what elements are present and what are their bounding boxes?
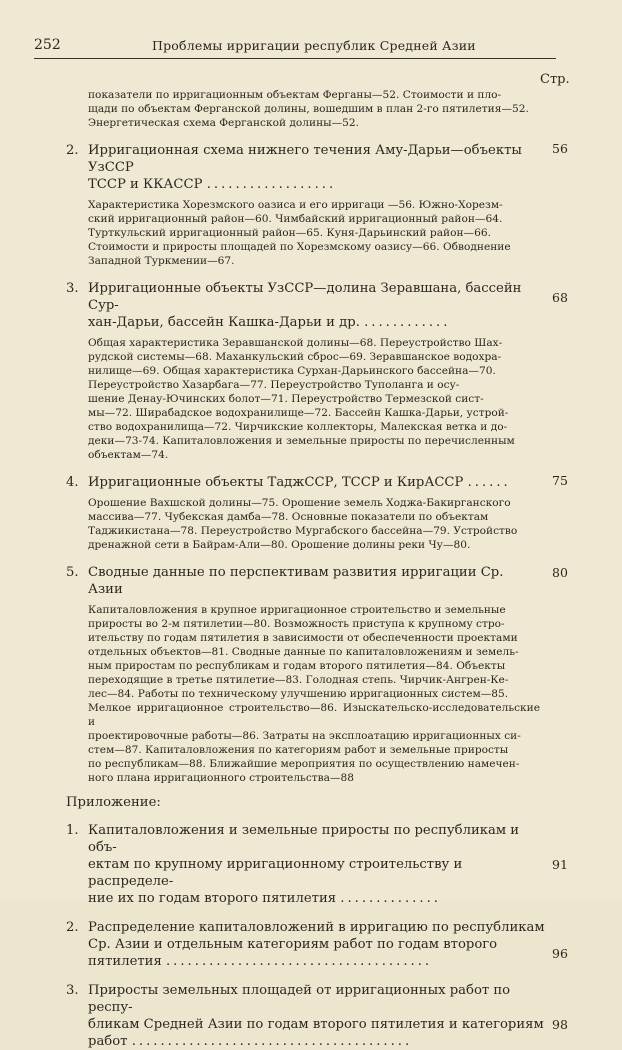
desc-line: Капиталовложения в крупное ирригационное строительство и земельные (88, 604, 506, 616)
appendix-number: 3. (66, 983, 79, 998)
section-description (88, 198, 540, 268)
desc-line: показатели по ирригационным объектам Ферганы—52. Стоимости и пло- (88, 89, 502, 101)
section-number: 5. (66, 565, 79, 580)
appendix-title-line: бликам Средней Азии по годам второго пятилетия и категориям (88, 1017, 544, 1032)
desc-line: отдельных объектов—81. Сводные данные по капиталовложениям и земель- (88, 646, 519, 658)
appendix-label: Приложение: (66, 795, 161, 810)
appendix-heading (66, 822, 568, 907)
section-page-number: 80 (552, 565, 568, 580)
desc-line: ительству по годам пятилетия в зависимости от обеспеченности проектами (88, 632, 518, 644)
desc-line: нилище—69. Общая характеристика Сурхан-Дарьинского бассейна—70. (88, 365, 496, 377)
section-heading (66, 564, 568, 598)
appendix-page-number: 91 (552, 857, 568, 872)
desc-line: по республикам—88. Ближайшие мероприятия по осуществлению намечен- (88, 758, 520, 770)
section-page-number: 68 (552, 290, 568, 305)
desc-line: Стоимости и приросты площадей по Хорезмскому оазису—66. Обводнение (88, 241, 511, 253)
desc-line: ным приростам по республикам и годам второго пятилетия—84. Объекты (88, 660, 506, 672)
running-title: Проблемы ирригации республик Средней Азии (152, 38, 476, 53)
appendix-title-line: Ср. Азии и отдельным категориям работ по годам второго (88, 937, 498, 952)
desc-line: проектировочные работы—86. Затраты на эксплоатацию ирригационных си- (88, 730, 521, 742)
desc-line: деки—73-74. Капиталовложения и земельные приросты по перечисленным (88, 435, 515, 447)
appendix-title-line: Приросты земельных площадей от ирригационных работ по респу- (88, 983, 511, 1015)
toc-section-4 (66, 474, 576, 552)
appendix-item-1 (66, 822, 576, 907)
appendix-heading (66, 919, 568, 970)
section-page-number: 56 (552, 141, 568, 156)
desc-line: Орошение Вахшской долины—75. Орошение земель Ходжа-Бакирганского (88, 497, 511, 509)
desc-line: Общая характеристика Зеравшанской долины—68. Переустройство Шах- (88, 337, 503, 349)
desc-line: шение Денау-Ючинских болот—71. Переустройство Термезской сист- (88, 393, 484, 405)
desc-line: Характеристика Хорезмского оазиса и его ирригаци —56. Южно-Хорезм- (88, 199, 503, 211)
toc-body (66, 88, 576, 1050)
dot-leader: ..................................... (165, 954, 433, 969)
page-column-label: Стр. (540, 72, 570, 87)
desc-line: лес—84. Работы по техническому улучшению ирригационных систем—85. (88, 688, 509, 700)
page-header (34, 37, 556, 57)
continued-description (88, 88, 540, 130)
desc-line: Мелкое ирригационное строительство—86. Изыскательско-исследовательские и (88, 702, 540, 728)
desc-line: стем—87. Капиталовложения по категориям работ и земельные приросты (88, 744, 509, 756)
appendix-number: 2. (66, 920, 79, 935)
toc-section-5 (66, 564, 576, 785)
section-description (88, 496, 540, 552)
desc-line: Энергетическая схема Ферганской долины—52. (88, 117, 360, 129)
section-number: 4. (66, 475, 79, 490)
section-title-line: Ирригационные объекты УзССР—долина Зеравшана, бассейн Сур- (88, 281, 522, 313)
appendix-number: 1. (66, 823, 79, 838)
dot-leader: ............ (364, 315, 451, 330)
desc-line: мы—72. Ширабадское водохранилище—72. Бассейн Кашка-Дарьи, устрой- (88, 407, 509, 419)
dot-leader: ...... (467, 475, 511, 490)
appendix-title-line: работ ....................................... (88, 1034, 413, 1049)
desc-line: ский ирригационный район—60. Чимбайский ирригационный район—64. (88, 213, 503, 225)
dot-leader: .............. (340, 891, 441, 906)
appendix-title-line: Распределение капиталовложений в ирригацию по республикам (88, 920, 545, 935)
desc-line: объектам—74. (88, 449, 169, 461)
desc-line: дренажной сети в Байрам-Али—80. Орошение долины реки Чу—80. (88, 539, 471, 551)
section-number: 3. (66, 281, 79, 296)
section-number: 2. (66, 143, 79, 158)
section-heading (66, 280, 568, 331)
appendix-title-line: ектам по крупному ирригационному строительству и распределе- (88, 857, 463, 889)
appendix-heading (66, 982, 568, 1050)
section-heading (66, 473, 568, 491)
appendix-page-number: 96 (552, 946, 568, 961)
section-description (88, 603, 540, 785)
appendix-title-line: Капиталовложения и земельные приросты по республикам и объ- (88, 823, 520, 855)
section-heading (66, 141, 568, 193)
section-title-line: Ирригационные объекты ТаджССР, ТССР и КирАССР ...... (88, 475, 511, 490)
desc-line: Переустройство Хазарбага—77. Переустройство Туполанга и осу- (88, 379, 460, 391)
desc-line: Турткульский ирригационный район—65. Куня-Дарьинский район—66. (88, 227, 491, 239)
section-page-number: 75 (552, 473, 568, 488)
toc-section-3 (66, 280, 576, 462)
appendix-title-line: пятилетия ..................................... (88, 954, 433, 969)
section-title-line: хан-Дарьи, бассейн Кашка-Дарьи и др. ............ (88, 315, 451, 330)
appendix-item-3 (66, 982, 576, 1050)
dot-leader: ....................................... (131, 1034, 413, 1049)
header-rule (34, 58, 556, 59)
desc-line: Западной Туркмении—67. (88, 255, 235, 267)
desc-line: ного плана ирригационного строительства—88 (88, 772, 354, 784)
section-title-line: Сводные данные по перспективам развития ирригации Ср. Азии (88, 565, 504, 597)
desc-line: переходящие в третье пятилетие—83. Голодная степь. Чирчик-Ангрен-Ке- (88, 674, 509, 686)
desc-line: щади по объектам Ферганской долины, вошедшим в план 2-го пятилетия—52. (88, 103, 529, 115)
section-description (88, 336, 540, 462)
appendix-page-number: 98 (552, 1017, 568, 1032)
desc-line: рудской системы—68. Маханкульский сброс—69. Зеравшанское водохра- (88, 351, 502, 363)
desc-line: массива—77. Чубекская дамба—78. Основные показатели по объектам (88, 511, 489, 523)
desc-line: Таджикистана—78. Переустройство Мургабского бассейна—79. Устройство (88, 525, 518, 537)
page-number: 252 (34, 37, 61, 53)
desc-line: ство водохранилища—72. Чирчикские коллекторы, Малекская ветка и до- (88, 421, 508, 433)
appendix-title-line: ние их по годам второго пятилетия .............. (88, 891, 441, 906)
toc-section-2 (66, 142, 576, 268)
desc-line: приросты во 2-м пятилетии—80. Возможность приступа к крупному стро- (88, 618, 505, 630)
section-title-line: Ирригационная схема нижнего течения Аму-Дарьи—объекты УзССР (88, 143, 522, 175)
appendix-item-2 (66, 919, 576, 970)
dot-leader: .................. (206, 177, 337, 192)
section-title-line: ТССР и ККАССР .................. (88, 177, 337, 192)
